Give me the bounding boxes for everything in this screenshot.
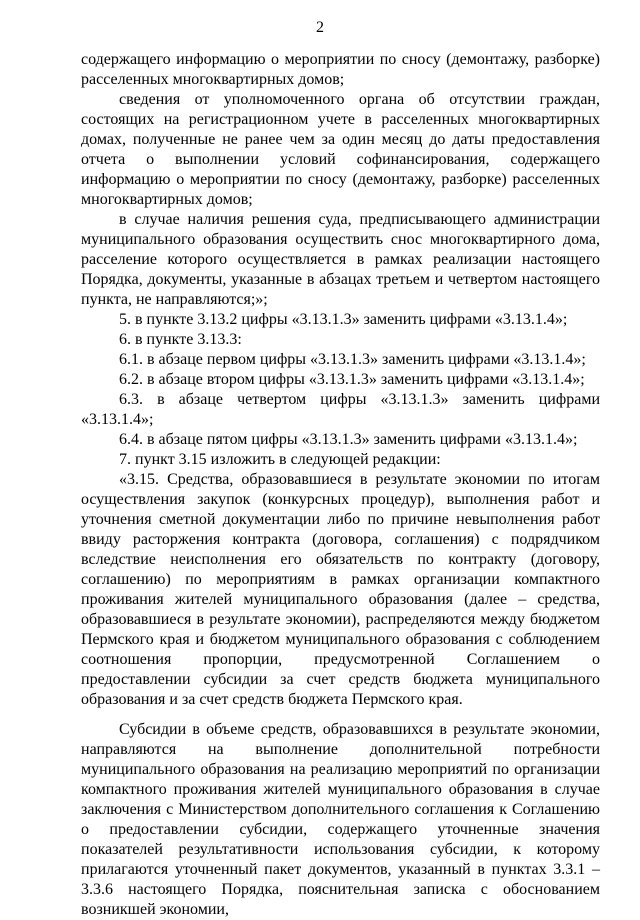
list-item: 5. в пункте 3.13.2 цифры «3.13.1.3» заменить цифрами «3.13.1.4»; bbox=[119, 311, 568, 328]
paragraph: содержащего информацию о мероприятии по сносу (демонтажу, разборке) расселенных многоквартирных домов; bbox=[81, 51, 600, 88]
list-item: 6.4. в абзаце пятом цифры «3.13.1.3» заменить цифрами «3.13.1.4»; bbox=[119, 431, 578, 448]
list-item: 6. в пункте 3.13.3: bbox=[119, 331, 242, 348]
paragraph: в случае наличия решения суда, предписывающего администрации муниципального образования осуществить снос многоквартирного дома, расселение которого осуществляется в рамках реализации настоящего Порядка, документы, указанные в абзацах третьем и четвертом настоящего пункта, не направляются;»; bbox=[81, 211, 600, 308]
list-item: 6.1. в абзаце первом цифры «3.13.1.3» заменить цифрами «3.13.1.4»; bbox=[119, 351, 586, 368]
document-body bbox=[81, 50, 600, 920]
paragraph: Субсидии в объеме средств, образовавшихся в результате экономии, направляются на выполнение дополнительной потребности муниципального образования на реализацию мероприятий по организации компактного проживания жителей муниципального образования в случае заключения с Министерством дополнительного соглашения к Соглашению о предоставлении субсидии, содержащего уточненные значения показателей результативности использования субсидии, к которому прилагаются уточненный пакет документов, указанный в пунктах 3.3.1 – 3.3.6 настоящего Порядка, пояснительная записка с обоснованием возникшей экономии, bbox=[81, 721, 600, 918]
list-item: 6.3. в абзаце четвертом цифры «3.13.1.3» заменить цифрами «3.13.1.4»; bbox=[81, 391, 600, 428]
paragraph: сведения от уполномоченного органа об отсутствии граждан, состоящих на регистрационном учете в расселенных многоквартирных домах, полученные не ранее чем за один месяц до даты предоставления отчета о выполнении условий софинансирования, содержащего информацию о мероприятии по сносу (демонтажу, разборке) расселенных многоквартирных домов; bbox=[81, 91, 600, 208]
paragraph: «3.15. Средства, образовавшиеся в результате экономии по итогам осуществления закупок (конкурсных процедур), выполнения работ и уточнения сметной документации либо по причине невыполнения работ ввиду расторжения контракта (договора, соглашения) с подрядчиком вследствие неисполнения его обязательств по контракту (договору, соглашению) по мероприятиям в рамках организации компактного проживания жителей муниципального образования (далее – средства, образовавшиеся в результате экономии), распределяются между бюджетом Пермского края и бюджетом муниципального образования с соблюдением соотношения пропорции, предусмотренной Соглашением о предоставлении субсидии за счет средств бюджета муниципального образования и за счет средств бюджета Пермского края. bbox=[81, 471, 600, 708]
list-item: 6.2. в абзаце втором цифры «3.13.1.3» заменить цифрами «3.13.1.4»; bbox=[119, 371, 585, 388]
list-item: 7. пункт 3.15 изложить в следующей редакции: bbox=[119, 451, 441, 468]
page-number: 2 bbox=[316, 19, 324, 36]
